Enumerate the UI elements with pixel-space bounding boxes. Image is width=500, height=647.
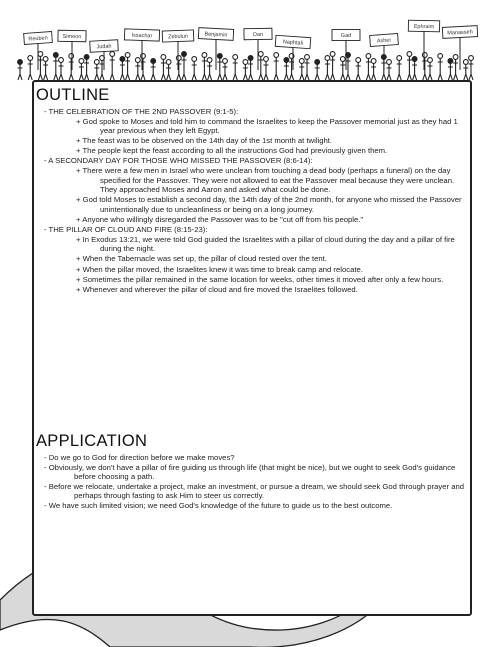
crowd-person <box>428 58 433 80</box>
outline-bullet: + Whenever and wherever the pillar of cloud and fire moved the Israelites followed. <box>76 284 358 294</box>
outline-section-1 <box>36 107 466 156</box>
crowd-person <box>110 52 115 80</box>
outline-section-3 <box>36 225 466 294</box>
outline-bullet: + Anyone who willingly disregarded the Passover was to be "cut off from his people." <box>76 215 364 225</box>
crowd-person <box>28 56 33 80</box>
crowd-person <box>43 57 48 80</box>
crowd-person <box>233 55 238 80</box>
crowd-person <box>264 57 269 80</box>
crowd-person <box>59 58 64 80</box>
tribe-sign <box>408 20 439 70</box>
crowd-person <box>120 57 125 80</box>
section-title: - THE CELEBRATION OF THE 2ND PASSOVER (9:1-5): <box>44 107 239 116</box>
tribe-sign-label: Zebulun <box>167 33 189 41</box>
outline-bullet: + When the Tabernacle was set up, the pillar of cloud rested over the tent. <box>76 254 327 264</box>
tribe-sign-label: Judah <box>96 43 112 51</box>
outline-bullet: + The feast was to be observed on the 14th day of the 1st month at twilight. <box>76 136 333 146</box>
tribe-sign-label: Manasseh <box>447 29 473 37</box>
section-title: - A SECONDARY DAY FOR THOSE WHO MISSED THE PASSOVER (8:6-14): <box>44 156 313 166</box>
crowd-person <box>69 54 74 80</box>
tribe-sign-label: Reuben <box>28 35 48 43</box>
crowd-person <box>422 53 427 80</box>
crowd-person <box>274 53 279 80</box>
tribe-sign-label: Dan <box>252 31 264 39</box>
outline-bullet: + There were a few men in Israel who were unclean from touching a dead body (perhaps a funeral) on the day specified for the Passover. They were not allowed to eat the Passover meal because they were unclean. They approached Moses and Aaron and asked what could be done. <box>76 166 455 195</box>
tribe-sign-label: Simeon <box>62 33 82 41</box>
application-item: - Obviously, we don't have a pillar of fire guiding us through life (that might be nice), but we ought to seek God's guidance before choosing a path. <box>44 462 456 482</box>
application-item: - Before we relocate, undertake a project, make an investment, or pursue a dream, we should seek God through prayer and perhaps through fasting to ask Him to steer us correctly. <box>44 481 465 501</box>
tribe-sign <box>275 35 310 70</box>
outline-bullet: + Sometimes the pillar remained in the same location for weeks, other times it moved after only a few hours. <box>76 274 444 284</box>
tribe-sign <box>442 26 477 70</box>
crowd-person <box>258 52 263 80</box>
crowd-person <box>38 52 43 80</box>
crowd-person <box>192 57 197 80</box>
crowd-person <box>412 57 417 80</box>
crowd-person <box>135 58 140 80</box>
crowd-person <box>453 55 458 80</box>
crowd-person <box>79 59 84 80</box>
tribe-sign-label: Naphtali <box>282 39 304 47</box>
crowd-person <box>387 60 392 80</box>
tribe-sign-label: Benjamin <box>204 31 228 39</box>
tribe-sign <box>332 30 360 71</box>
crowd-person <box>243 60 248 80</box>
crowd-person <box>299 59 304 80</box>
crowd-person <box>315 60 320 80</box>
outline-heading: OUTLINE <box>36 86 110 104</box>
outline-bullet: + In Exodus 13:21, we were told God guided the Israelites with a pillar of cloud during the day and a pillar of fire during the night. <box>76 234 455 254</box>
tribe-sign-label: Ephraim <box>413 23 435 31</box>
crowd-person <box>469 56 474 80</box>
tribe-sign <box>124 29 159 70</box>
crowd-person <box>407 52 412 80</box>
application-section <box>36 432 466 511</box>
crowd-person <box>438 54 443 80</box>
crowd-person <box>284 58 289 80</box>
outline-bullet: + God spoke to Moses and told him to command the Israelites to keep the Passover memorial just as they had 1 year previous when they left Egypt. <box>76 116 458 136</box>
outline-bullet: + When the pillar moved, the Israelites knew it was time to break camp and relocate. <box>76 264 363 274</box>
section-title: - THE PILLAR OF CLOUD AND FIRE (8:15-23): <box>44 225 208 235</box>
outline-section <box>36 86 466 295</box>
tribe-sign <box>198 28 233 70</box>
outline-bullet: + God told Moses to establish a second day, the 14th day of the 2nd month, for anyone who missed the Passover unintentionally due to uncleanliness or being on a long journey. <box>76 195 462 214</box>
crowd-person <box>141 54 146 80</box>
crowd-person <box>94 60 99 80</box>
crowd-person <box>305 55 310 80</box>
crowd-person <box>182 52 187 80</box>
outline-section-2 <box>36 156 466 224</box>
application-heading: APPLICATION <box>36 432 148 450</box>
crowd-person <box>397 56 402 80</box>
crowd-person <box>448 59 453 80</box>
tribe-sign-label: Asher <box>376 37 392 45</box>
crowd-person <box>207 58 212 80</box>
crowd-person <box>371 59 376 80</box>
crowd-person <box>151 59 156 80</box>
outline-bullet: + The people kept the feast according to all the instructions God had previously given them. <box>76 146 388 156</box>
crowd-person <box>366 54 371 80</box>
crowd-person <box>176 56 181 80</box>
crowd-person <box>166 60 171 80</box>
crowd-person <box>84 55 89 80</box>
tribe-sign-label: Issachar <box>131 32 153 40</box>
crowd-person <box>161 55 166 80</box>
crowd-person <box>325 56 330 80</box>
tribe-sign-label: Gad <box>340 33 352 39</box>
crowd-person <box>330 52 335 80</box>
crowd-person <box>356 58 361 80</box>
crowd-person <box>202 53 207 80</box>
crowd-person <box>340 57 345 80</box>
crowd-person <box>463 60 468 80</box>
crowd-person <box>125 53 130 80</box>
crowd-person <box>18 60 23 80</box>
application-item: - Do we go to God for direction before we make moves? <box>44 453 235 462</box>
crowd-person <box>53 53 58 80</box>
application-item: - We have such limited vision; we need God's knowledge of the future to guide us to the best outcome. <box>44 500 393 510</box>
crowd-person <box>248 56 253 80</box>
crowd-person <box>223 59 228 80</box>
crowd-person <box>217 54 222 80</box>
